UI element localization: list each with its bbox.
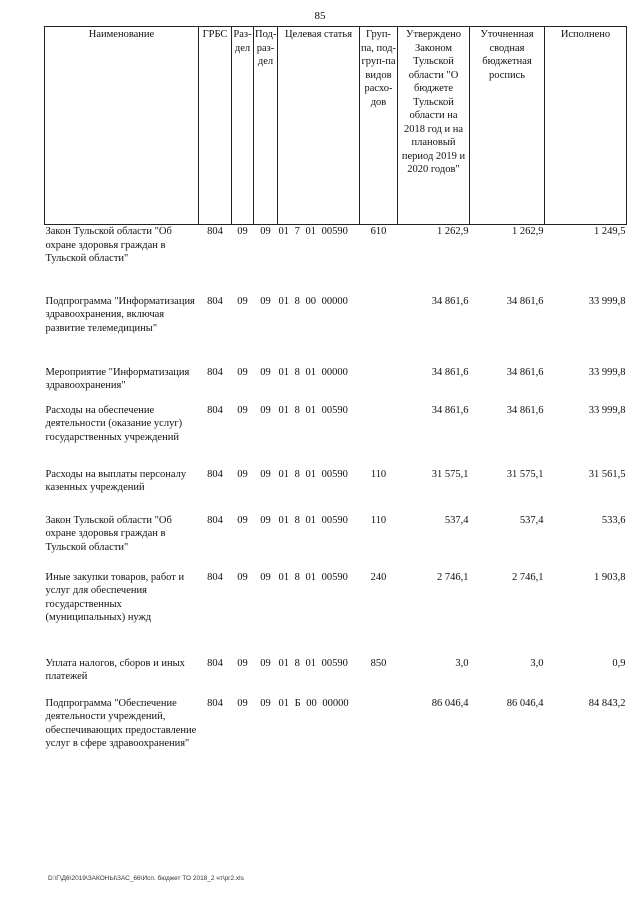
row-target-cell: 01 8 01 00590	[278, 571, 348, 583]
row-razdel-cell: 09	[237, 404, 248, 416]
header-podrazdel: Под-раз-дел	[254, 27, 278, 225]
row-razdel-cell: 09	[237, 657, 248, 669]
row-target-cell: 01 8 01 00000	[278, 366, 348, 378]
header-approved: Утверждено Законом Тульской области "О бюджете Тульской области на 2018 год и на плановый период 2019 и 2020 годов"	[398, 27, 470, 225]
header-refined: Уточненная сводная бюджетная роспись	[470, 27, 545, 225]
row-executed-cell: 0,9	[612, 657, 626, 669]
page-number: 85	[314, 10, 326, 22]
row-approved-cell: 34 861,6	[431, 295, 469, 307]
header-grbs: ГРБС	[199, 27, 232, 225]
row-razdel-cell: 09	[237, 571, 248, 583]
table-row	[45, 514, 627, 571]
header-group: Груп-па, под-груп-па видов расхо-дов	[360, 27, 398, 225]
row-refined-cell: 3,0	[530, 657, 544, 669]
row-group-cell: 110	[370, 514, 387, 526]
footer-file-path: D:\Г\Д6\2019\ЗАКОНЫ\ЗАС_66\Исп. бюджет ТО 2018_2 чт\рг2.xls	[48, 875, 244, 882]
row-razdel-cell: 09	[237, 514, 248, 526]
row-name-cell: Закон Тульской области "Об охране здоровья граждан в Тульской области"	[45, 514, 172, 553]
row-target-cell: 01 8 01 00590	[278, 468, 348, 480]
row-name-cell: Расходы на выплаты персоналу казенных учреждений	[45, 468, 187, 493]
row-grbs-cell: 804	[207, 657, 223, 669]
row-razdel-cell: 09	[237, 697, 248, 709]
row-name-cell: Подпрограмма "Обеспечение деятельности учреждений, обеспечивающих предоставление услуг в сфере здравоохранения"	[45, 697, 197, 749]
row-group-cell: 610	[370, 226, 387, 237]
row-podrazdel-cell: 09	[260, 514, 271, 526]
row-target-cell: 01 8 01 00590	[278, 404, 348, 416]
row-group-cell	[360, 295, 398, 366]
row-group-cell	[360, 404, 398, 468]
row-executed-cell: 1 249,5	[594, 226, 626, 237]
row-refined-cell: 34 861,6	[506, 366, 544, 378]
row-grbs-cell: 804	[207, 366, 223, 378]
row-approved-cell: 537,4	[444, 514, 469, 526]
table-row	[45, 404, 627, 468]
table-row	[45, 295, 627, 366]
row-refined-cell: 34 861,6	[506, 404, 544, 416]
table-row	[45, 571, 627, 657]
row-name-cell: Закон Тульской области "Об охране здоровья граждан в Тульской области"	[45, 226, 172, 264]
row-executed-cell: 533,6	[601, 514, 626, 526]
row-target-cell: 01 8 01 00590	[278, 657, 348, 669]
row-approved-cell: 86 046,4	[431, 697, 469, 709]
header-row	[45, 27, 627, 225]
row-grbs-cell: 804	[207, 226, 223, 237]
row-grbs-cell: 804	[207, 697, 223, 709]
row-target-cell: 01 8 00 00000	[278, 295, 348, 307]
row-refined-cell: 1 262,9	[512, 226, 544, 237]
row-grbs-cell: 804	[207, 514, 223, 526]
row-target-cell: 01 7 01 00590	[278, 226, 348, 237]
row-group-cell: 240	[370, 571, 387, 583]
row-name-cell: Мероприятие "Информатизация здравоохранения"	[45, 366, 190, 391]
row-grbs-cell: 804	[207, 571, 223, 583]
row-approved-cell: 2 746,1	[437, 571, 469, 583]
row-group-cell: 850	[370, 657, 387, 669]
row-group-cell	[360, 697, 398, 792]
row-grbs-cell: 804	[207, 295, 223, 307]
row-podrazdel-cell: 09	[260, 404, 271, 416]
row-podrazdel-cell: 09	[260, 226, 271, 237]
row-approved-cell: 3,0	[455, 657, 469, 669]
row-podrazdel-cell: 09	[260, 571, 271, 583]
row-podrazdel-cell: 09	[260, 366, 271, 378]
table-row	[45, 225, 627, 295]
row-approved-cell: 34 861,6	[431, 404, 469, 416]
header-name: Наименование	[45, 27, 199, 225]
row-target-cell: 01 8 01 00590	[278, 514, 348, 526]
row-approved-cell: 34 861,6	[431, 366, 469, 378]
header-executed: Исполнено	[545, 27, 627, 225]
row-executed-cell: 33 999,8	[588, 295, 626, 307]
row-razdel-cell: 09	[237, 468, 248, 480]
row-grbs-cell: 804	[207, 404, 223, 416]
row-executed-cell: 33 999,8	[588, 366, 626, 378]
row-name-cell: Подпрограмма "Информатизация здравоохранения, включая развитие телемедицины"	[45, 295, 195, 334]
table-row	[45, 366, 627, 404]
row-group-cell	[360, 366, 398, 404]
header-razdel: Раз-дел	[232, 27, 254, 225]
row-approved-cell: 1 262,9	[437, 226, 469, 237]
budget-table	[44, 26, 627, 792]
row-grbs-cell: 804	[207, 468, 223, 480]
row-refined-cell: 86 046,4	[506, 697, 544, 709]
header-target: Целевая статья	[278, 27, 360, 225]
row-executed-cell: 1 903,8	[594, 571, 626, 583]
row-podrazdel-cell: 09	[260, 295, 271, 307]
row-name-cell: Уплата налогов, сборов и иных платежей	[45, 657, 185, 682]
row-podrazdel-cell: 09	[260, 697, 271, 709]
row-approved-cell: 31 575,1	[431, 468, 469, 480]
row-target-cell: 01 Б 00 00000	[278, 697, 349, 709]
table-row	[45, 657, 627, 697]
table-row	[45, 468, 627, 514]
row-refined-cell: 34 861,6	[506, 295, 544, 307]
row-podrazdel-cell: 09	[260, 657, 271, 669]
row-refined-cell: 31 575,1	[506, 468, 544, 480]
row-razdel-cell: 09	[237, 226, 248, 237]
row-razdel-cell: 09	[237, 295, 248, 307]
row-executed-cell: 31 561,5	[588, 468, 626, 480]
row-razdel-cell: 09	[237, 366, 248, 378]
row-name-cell: Расходы на обеспечение деятельности (оказание услуг) государственных учреждений	[45, 404, 183, 443]
row-refined-cell: 537,4	[519, 514, 544, 526]
row-group-cell: 110	[370, 468, 387, 480]
row-executed-cell: 33 999,8	[588, 404, 626, 416]
table-row	[45, 697, 627, 792]
row-refined-cell: 2 746,1	[512, 571, 544, 583]
row-executed-cell: 84 843,2	[588, 697, 626, 709]
row-name-cell: Иные закупки товаров, работ и услуг для обеспечения государственных (муниципальных) нужд	[45, 571, 185, 623]
row-podrazdel-cell: 09	[260, 468, 271, 480]
